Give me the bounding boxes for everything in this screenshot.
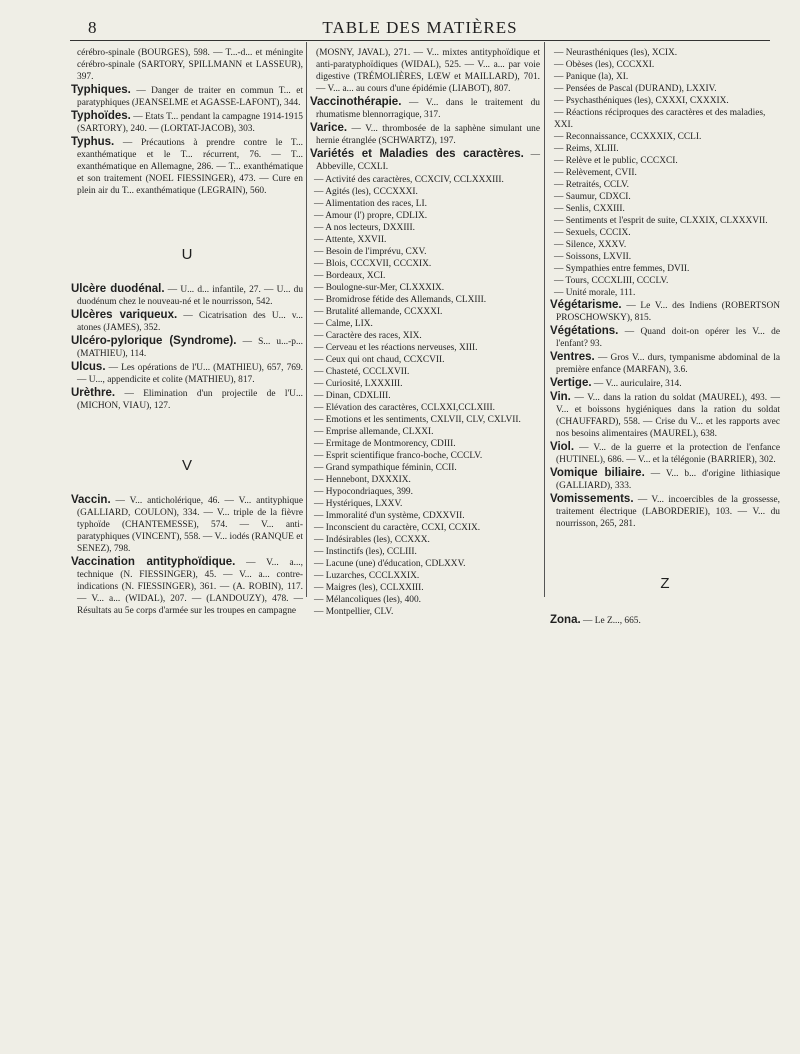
index-entry	[71, 335, 303, 360]
subentry: — Besoin de l'imprévu, CXV.	[314, 247, 427, 257]
index-columns	[0, 47, 800, 1047]
subentry: — Unité morale, 111.	[554, 288, 636, 298]
entry-text: — V... anticholérique, 46. — V... antityphique (GALLIARD, COULON), 334. — V... triple de la fièvre typhoïde (CHANTEMESSE), 574. — V... anti-paratyphiques (VINCENT), 558. — V... iodés (RANQUE et SENEZ), 798.	[77, 496, 303, 554]
subentry: — Instinctifs (les), CCLIII.	[314, 547, 417, 557]
entry-text: — Précautions à prendre contre le T... exanthématique et le T... récurrent, 76. — T... exanthématique en Allemagne, 286. — T... exanthématique et son traitement (NOEL FIESSINGER), 473. — Cure en plein air du T... exanthématique (LEGRAIN), 560.	[77, 138, 303, 196]
subentry-list	[550, 47, 780, 299]
index-entry	[310, 148, 540, 173]
subentry: — Immoralité d'un système, CDXXVII.	[314, 511, 465, 521]
index-entry	[310, 122, 540, 147]
subentry: — Hennebont, DXXXIX.	[314, 475, 411, 485]
running-header	[70, 14, 770, 41]
entry-headword: Vaccinothérapie.	[310, 96, 402, 108]
subentry: — Emprise allemande, CLXXI.	[314, 427, 434, 437]
index-entry	[550, 351, 780, 376]
subentry: — Boulogne-sur-Mer, CLXXXIX.	[314, 283, 445, 293]
subentry: — Reconnaissance, CCXXXIX, CCLI.	[554, 132, 702, 142]
section-letter-u: U	[181, 246, 193, 263]
entry-text: — V... dans le traitement du rhumatisme blennorragique, 317.	[316, 98, 540, 120]
subentry: — Soissons, LXVII.	[554, 252, 632, 262]
subentry: — Bordeaux, XCI.	[314, 271, 386, 281]
index-entry	[71, 361, 303, 386]
subentry: — Psychasthéniques (les), CXXXI, CXXXIX.	[554, 96, 729, 106]
page-title: TABLE DES MATIÈRES	[322, 18, 518, 37]
subentry: — Calme, LIX.	[314, 319, 373, 329]
index-entry	[71, 110, 303, 135]
entry-text: — Gros V... durs, tympanisme abdominal de la première enfance (MARFAN), 3.6.	[556, 353, 780, 375]
subentry: — Relève et le public, CCCXCI.	[554, 156, 678, 166]
entry-text: — U... d... infantile, 27. — U... du duodénum chez le nouveau-né et le nourrisson, 542.	[77, 285, 304, 307]
subentry: — Tours, CCCXLIII, CCCLV.	[554, 276, 669, 286]
subentry: — Ermitage de Montmorency, CDIII.	[314, 439, 456, 449]
subentry: — Sympathies entre femmes, DVII.	[554, 264, 690, 274]
subentry: — Indésirables (les), CCXXX.	[314, 535, 430, 545]
entry-text: — V... auriculaire, 314.	[591, 379, 682, 389]
entry-text: — V... thrombosée de la saphène simulant une hernie étranglée (SCHWARTZ), 197.	[316, 124, 540, 146]
subentry: — Attente, XXVII.	[314, 235, 387, 245]
subentry: — Alimentation des races, LI.	[314, 199, 427, 209]
index-entry	[71, 387, 303, 412]
entry-headword: Vomissements.	[550, 493, 634, 505]
entry-headword: Ulcère duodénal.	[71, 283, 165, 295]
subentry: — Activité des caractères, CCXCIV, CCLXXXIII.	[314, 175, 504, 185]
entry-text: — V... dans la ration du soldat (MAUREL), 493. — V... et boissons hygiéniques dans la ration du soldat (CHAUFFARD), 558. — Crise du V... et les rapports avec nos besoins alimentaires (MAUREL), 638.	[556, 393, 780, 439]
column-3	[550, 47, 780, 628]
subentry: — Relèvement, CVII.	[554, 168, 637, 178]
index-entry	[550, 299, 780, 324]
subentry: — Chasteté, CCCLXVII.	[314, 367, 410, 377]
index-entry	[71, 556, 303, 617]
index-entry	[71, 283, 303, 308]
entry-headword: Ulcéro-pylorique (Syndrome).	[71, 335, 237, 347]
entry-text: — Elimination d'un projectile de l'U... (MICHON, VIAU), 127.	[77, 389, 303, 411]
entry-text: — V... b... d'origine lithiasique (GALLIARD), 333.	[556, 469, 780, 491]
entry-headword: Zona.	[550, 614, 581, 626]
index-entry	[310, 96, 540, 121]
index-entry	[71, 136, 303, 197]
index-entry	[71, 309, 303, 334]
subentry: — Inconscient du caractère, CCXI, CCXIX.	[314, 523, 481, 533]
entry-headword: Vomique biliaire.	[550, 467, 645, 479]
subentry: — Dinan, CDXLIII.	[314, 391, 391, 401]
entry-headword: Viol.	[550, 441, 575, 453]
subentry: — Blois, CCCXVII, CCCXIX.	[314, 259, 432, 269]
subentry: — Caractère des races, XIX.	[314, 331, 422, 341]
subentry: — Saumur, CDXCI.	[554, 192, 631, 202]
entry-headword: Vin.	[550, 391, 571, 403]
subentry: — Reims, XLIII.	[554, 144, 619, 154]
entry-text: — Le V... des Indiens (ROBERTSON PROSCHOWSKY), 815.	[556, 301, 780, 323]
entry-continuation: (MOSNY, JAVAL), 271. — V... mixtes antityphoïdique et anti-paratyphoïdiques (WIDAL), 525. — V... a... par voie digestive (TRÉMOLIÈRES, LŒW et MAILLARD), 701. — V... a... au cours d'une épidémie (LIABOT), 807.	[316, 48, 540, 94]
index-entry	[550, 441, 780, 466]
section-letter-z: Z	[660, 575, 670, 592]
entry-text: — V... a..., technique (N. FIESSINGER), 45. — V... a... contre-indications (N. FIESSINGER), 361. — (A. ROBIN), 117. — V... a... (WIDAL), 207. — (LANDOUZY), 478. — Résultats au 5e corps d'armée sur les troupes en campagne	[77, 558, 303, 616]
entry-headword: Vertige.	[550, 377, 592, 389]
entry-continuation: cérébro-spinale (BOURGES), 598. — T...-d... et méningite cérébro-spinale (SARTORY, SPILLMANN et LASSEUR), 397.	[77, 48, 303, 82]
entry-headword: Variétés et Maladies des caractères.	[310, 148, 524, 160]
entry-headword: Vaccin.	[71, 494, 111, 506]
index-entry	[71, 494, 303, 555]
entry-headword: Végétarisme.	[550, 299, 622, 311]
column-2	[310, 47, 540, 618]
subentry: — Bromidrose fétide des Allemands, CLXIII.	[314, 295, 487, 305]
entry-text: — Quand doit-on opérer les V... de l'enfant? 93.	[556, 327, 780, 349]
entry-text: — Cicatrisation des U... v... atones (JAMES), 352.	[77, 311, 304, 333]
entry-headword: Vaccination antityphoïdique.	[71, 556, 236, 568]
index-entry	[550, 391, 780, 440]
subentry: — Neurasthéniques (les), XCIX.	[554, 48, 678, 58]
page-number: 8	[88, 18, 97, 37]
index-entry	[550, 493, 780, 530]
entry-headword: Typhoïdes.	[71, 110, 131, 122]
subentry: — Maigres (les), CCLXXIII.	[314, 583, 424, 593]
subentry: — Obèses (les), CCCXXI.	[554, 60, 655, 70]
entry-headword: Urèthre.	[71, 387, 116, 399]
entry-text: — Abbeville, CCXLI.	[316, 150, 541, 172]
subentry: — Retraités, CCLV.	[554, 180, 630, 190]
section-letter-v: V	[181, 457, 192, 474]
entry-headword: Ventres.	[550, 351, 595, 363]
subentry: — Agités (les), CCCXXXI.	[314, 187, 418, 197]
entry-text: — S... u...-p... (MATHIEU), 114.	[77, 337, 303, 359]
entry-text: — V... de la guerre et la protection de l'enfance (HUTINEL), 686. — V... et la télégonie (BARRIER), 302.	[556, 443, 780, 465]
column-1	[71, 47, 303, 618]
entry-headword: Typhiques.	[71, 84, 131, 96]
entry-text: — Etats T... pendant la campagne 1914-1915 (SARTORY), 240. — (LORTAT-JACOB), 303.	[77, 112, 303, 134]
subentry: — Emotions et les sentiments, CXLVII, CLV, CXLVII.	[314, 415, 521, 425]
index-entry	[550, 377, 780, 390]
subentry: — Curiosité, LXXXIII.	[314, 379, 403, 389]
subentry: — Sentiments et l'esprit de suite, CLXXIX, CLXXXVII.	[554, 216, 768, 226]
subentry: — A nos lecteurs, DXXIII.	[314, 223, 416, 233]
entry-headword: Varice.	[310, 122, 348, 134]
subentry: — Sexuels, CCCIX.	[554, 228, 631, 238]
entry-text: — Danger de traiter en commun T... et paratyphiques (JEANSELME et AGASSE-LAFONT), 344.	[77, 86, 303, 108]
entry-headword: Typhus.	[71, 136, 115, 148]
subentry: — Pensées de Pascal (DURAND), LXXIV.	[554, 84, 717, 94]
index-entry	[550, 614, 780, 627]
subentry: — Hypocondriaques, 399.	[314, 487, 413, 497]
subentry: — Senlis, CXXIII.	[554, 204, 625, 214]
entry-headword: Ulcus.	[71, 361, 106, 373]
subentry-list	[310, 174, 540, 618]
subentry: — Amour (l') propre, CDLIX.	[314, 211, 428, 221]
subentry: — Brutalité allemande, CCXXXI.	[314, 307, 443, 317]
entry-text: — Les opérations de l'U... (MATHIEU), 657, 769. — U..., appendicite et colite (MATHIEU), 817.	[77, 363, 303, 385]
subentry: — Elévation des caractères, CCLXXI,CCLXIII.	[314, 403, 495, 413]
subentry: — Lacune (une) d'éducation, CDLXXV.	[314, 559, 466, 569]
subentry: — Réactions réciproques des caractères et des maladies, XXI.	[554, 108, 766, 130]
subentry: — Esprit scientifique franco-boche, CCCLV.	[314, 451, 483, 461]
index-entry	[71, 84, 303, 109]
subentry: — Panique (la), XI.	[554, 72, 629, 82]
subentry: — Silence, XXXV.	[554, 240, 627, 250]
subentry: — Mélancoliques (les), 400.	[314, 595, 422, 605]
entry-headword: Végétations.	[550, 325, 619, 337]
subentry: — Hystériques, LXXV.	[314, 499, 403, 509]
subentry: — Luzarches, CCCLXXIX.	[314, 571, 420, 581]
index-entry	[550, 325, 780, 350]
subentry: — Grand sympathique féminin, CCII.	[314, 463, 457, 473]
subentry: — Cerveau et les réactions nerveuses, XIII.	[314, 343, 478, 353]
entry-text: — V... incoercibles de la grossesse, traitement électrique (LABORDERIE), 103. — V... du nourrisson, 265, 281.	[556, 495, 780, 529]
index-entry	[550, 467, 780, 492]
subentry: — Ceux qui ont chaud, CCXCVII.	[314, 355, 445, 365]
entry-headword: Ulcères variqueux.	[71, 309, 178, 321]
entry-text: — Le Z..., 665.	[580, 616, 641, 626]
subentry: — Montpellier, CLV.	[314, 607, 394, 617]
